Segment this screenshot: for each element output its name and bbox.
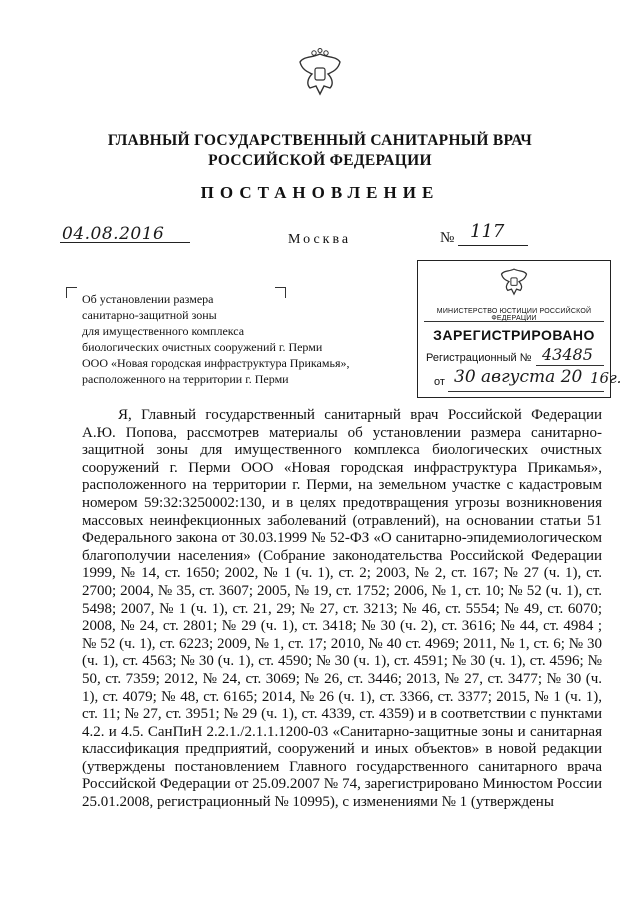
coat-of-arms-icon: [296, 48, 344, 98]
stamp-date-underline: [448, 391, 604, 392]
stamp-coat-of-arms-icon: [499, 265, 529, 297]
decree-body: [82, 407, 602, 812]
date-underline: [60, 242, 190, 243]
issuer-subtitle: РОССИЙСКОЙ ФЕДЕРАЦИИ: [208, 152, 432, 169]
stamp-from-label: от: [434, 376, 445, 388]
subject-line: биологических очистных сооружений г. Перми: [82, 340, 323, 354]
number-underline: [458, 245, 528, 246]
stamp-ministry: МИНИСТЕРСТВО ЮСТИЦИИ РОССИЙСКОЙ ФЕДЕРАЦИИ: [436, 308, 592, 322]
stamp-reg-year: 16г.: [590, 369, 622, 387]
number-label: №: [440, 230, 455, 246]
subject-line: для имущественного комплекса: [82, 324, 245, 338]
stamp-registered: ЗАРЕГИСТРИРОВАНО: [433, 327, 595, 343]
subject-bracket-left: [66, 287, 77, 298]
issuer-title: ГЛАВНЫЙ ГОСУДАРСТВЕННЫЙ САНИТАРНЫЙ ВРАЧ: [107, 132, 533, 149]
document-type: ПОСТАНОВЛЕНИЕ: [200, 183, 440, 202]
city: Москва: [288, 232, 352, 247]
subject-line: санитарно-защитной зоны: [82, 308, 217, 322]
registration-stamp: [417, 260, 622, 398]
subject-line: расположенного на территории г. Перми: [82, 372, 289, 386]
subject-line: Об установлении размера: [82, 292, 214, 306]
stamp-number-underline: [536, 365, 604, 366]
stamp-reg-number: 43485: [542, 345, 593, 364]
subject-block: [82, 291, 402, 387]
subject-line: ООО «Новая городская инфраструктура Прикамья»,: [82, 356, 350, 370]
decree-number: 117: [470, 221, 505, 242]
stamp-reg-date: 30 августа 20: [454, 367, 583, 387]
stamp-reg-number-label: Регистрационный №: [426, 352, 532, 364]
stamp-divider: [424, 321, 604, 322]
body-paragraph: Я, Главный государственный санитарный врач Российской Федерации А.Ю. Попова, рассмотрев материалы об установлении размера санитарно-защитной зоны для имущественного комплекса биологических очистных сооружений г. Перми ООО «Новая городская инфраструктура Прикамья», расположенного на территории г. Перми, на земельном участке с кадастровым номером 59:32:3250002:130, и в целях предотвращения угрозы возникновения массовых неинфекционных заболеваний (отравлений), на основании статьи 51 Федерального закона от 30.03.1999 № 52-ФЗ «О санитарно-эпидемиологическом благополучии населения» (Собрание законодательства Российской Федерации 1999, № 14, ст. 1650; 2002, № 1 (ч. 1), ст. 2; 2003, № 2, ст. 167; № 27 (ч. 1), ст. 2700; 2004, № 35, ст. 3607; 2005, № 19, ст. 1752; 2006, № 1, ст. 10; № 52 (ч. 1), ст. 5498; 2007, № 1 (ч. 1), ст. 21, 29; № 27, ст. 3213; № 46, ст. 5554; № 49, ст. 6070; 2008, № 24, ст. 2801; № 29 (ч. 1), ст. 3418; № 30 (ч. 2), ст. 3616; № 44, ст. 4984 ; № 52 (ч. 1), ст. 6223; 2009, № 1, ст. 17; 2010, № 40 ст. 4969; 2011, № 1, ст. 6; № 30 (ч. 1), ст. 4563; № 30 (ч. 1), ст. 4590; № 30 (ч. 1), ст. 4591; № 30 (ч. 1), ст. 4596; № 50, ст. 7359; 2012, № 24, ст. 3069; № 26, ст. 3446; 2013, № 27, ст. 3477; № 30 (ч. 1), ст. 4079; № 48, ст. 6165; 2014, № 26 (ч. 1), ст. 3366, ст. 3377; 2015, № 1 (ч. 1), ст. 11; № 27, ст. 3951; № 29 (ч. 1), ст. 4339, ст. 4359) и в соответствии с пунктами 4.2. и 4.5. СанПиН 2.2.1./2.1.1.1200-03 «Санитарно-защитные зоны и санитарная классификация предприятий, сооружений и иных объектов» в новой редакции (утверждены постановлением Главного государственного санитарного врача Российской Федерации от 25.09.2007 № 74, зарегистрировано Минюстом России 25.01.2008, регистрационный № 10995), с изменениями № 1 (утверждены: [82, 407, 602, 811]
decree-date: 04.08.2016: [62, 224, 165, 244]
